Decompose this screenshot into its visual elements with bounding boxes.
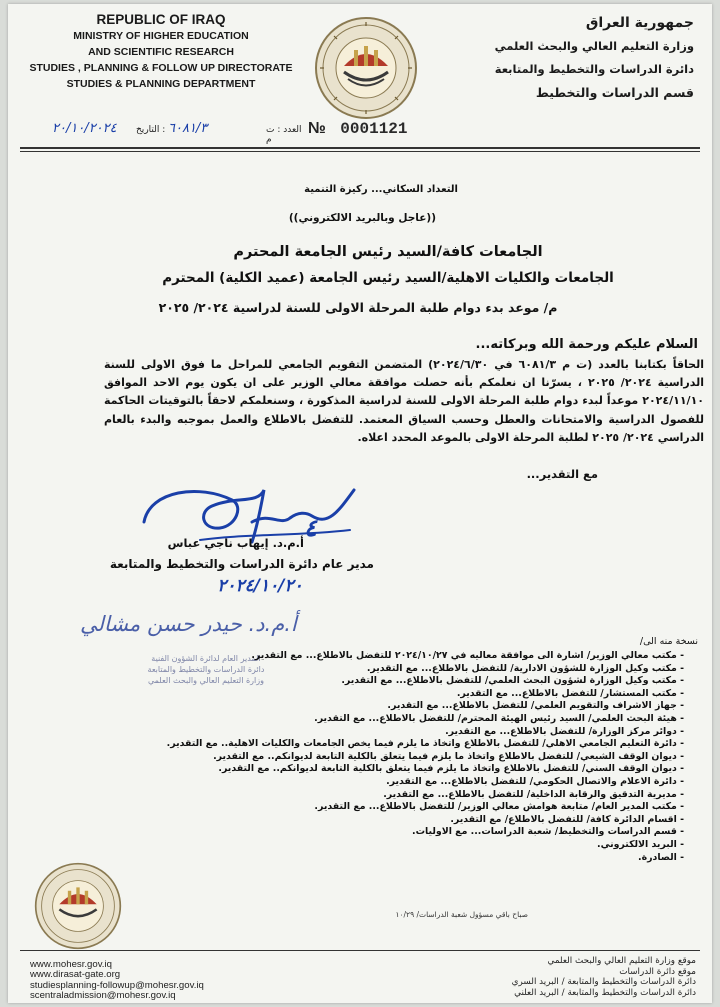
list-item: - دوائر مركز الوزارة/ للتفضل بالاطلاع... مع التقدير. <box>164 726 684 739</box>
signer-title: مدير عام دائرة الدراسات والتخطيط والمتابعة <box>109 557 374 571</box>
header-ar-directorate: دائرة الدراسات والتخطيط والمتابعة <box>494 62 694 76</box>
census-slogan: التعداد السكاني... ركيزة التنمية <box>304 184 458 195</box>
header-en-country: REPUBLIC OF IRAQ <box>96 12 226 27</box>
list-item: - مكتب المستشار/ للتفضل بالاطلاع... مع التقدير. <box>164 688 684 701</box>
header-ar-ministry: وزارة التعليم العالي والبحث العلمي <box>494 39 694 53</box>
list-item: - الصادرة. <box>164 852 684 865</box>
footer-ar-line-4: دائرة الدراسات والتخطيط والمتابعة / البريد العلني <box>514 987 696 998</box>
stamp-line-2: دائرة الدراسات والتخطيط والمتابعة <box>147 665 265 674</box>
regards: مع التقدير... <box>526 467 598 481</box>
ministry-seal-small-icon <box>34 862 122 950</box>
list-item: - دائرة الاعلام والاتصال الحكومي/ للتفضل بالاطلاع... مع التقدير. <box>164 776 684 789</box>
list-item: - مكتب معالي الوزير/ اشارة الى موافقة معاليه في ٢٠٢٤/١٠/٢٧ للتفضل بالاطلاع... مع التقدير. <box>164 650 684 663</box>
signature-date: ٢٠٢٤/١٠/٢٠ <box>217 576 303 596</box>
header-en-department: STUDIES & PLANNING DEPARTMENT <box>66 78 256 90</box>
footer-link-dirasat[interactable]: www.dirasat-gate.org <box>30 969 121 981</box>
addressee-universities: الجامعات كافة/السيد رئيس الجامعة المحترم <box>233 244 543 260</box>
footer-arabic <box>446 956 696 998</box>
reference-number: ٦٠٨١/٣ <box>168 121 208 136</box>
header-ar-department: قسم الدراسات والتخطيط <box>535 85 694 100</box>
header-en-ministry: MINISTRY OF HIGHER EDUCATION <box>73 30 249 42</box>
letter-subject: م/ موعد بدء دوام طلبة المرحلة الاولى للسنة لدراسية ٢٠٢٤/ ٢٠٢٥ <box>158 300 558 315</box>
greeting: السلام عليكم ورحمة الله وبركاته... <box>475 337 698 352</box>
cc-list <box>164 650 684 864</box>
footer-english <box>30 960 204 1002</box>
list-item: - اقسام الدائرة كافة/ للتفضل بالاطلاع/ مع التقدير. <box>164 814 684 827</box>
list-item: - مكتب وكيل الوزارة لشؤون البحث العلمي/ للتفضل بالاطلاع... مع التقدير. <box>164 675 684 688</box>
list-item: - جهاز الاشراف والتقويم العلمي/ للتفضل بالاطلاع... مع التقدير. <box>164 700 684 713</box>
serial-number <box>308 120 408 138</box>
signature-mark: ٤ <box>304 514 317 542</box>
list-item: - دائرة التعليم الجامعي الاهلي/ للتفضل بالاطلاع واتخاذ ما يلزم فيما يخص الجامعات والكليات الاهلية.. مع التقدير. <box>164 738 684 751</box>
reference-line <box>28 121 308 145</box>
header-english <box>26 12 296 92</box>
footer-email-admission[interactable]: scentraladmission@mohesr.gov.iq <box>30 990 176 1002</box>
letter-paragraph: الحاقاً بكتابنا بالعدد (ت م ٦٠٨١/٣ في ٢٠٢٤/٦/٣٠) المتضمن التقويم الجامعي للمراحل ما فوق الاولى للسنة الدراسية ٢٠٢٤/ ٢٠٢٥ ، يسرّنا ان نعلمكم بأنه حصلت موافقة معالي الوزير على ان يكون يوم الاحد الموافق ٢٠٢٤/١١/١٠ موعداً لبدء دوام طلبة المرحلة الاولى للسنة لدراسية المذكورة ، وسنعلمكم لاحقاً بالتوقيتات الحاكمة للفصول الدراسية والامتحانات والعطل وحسب السياق المعتمد. للتفضل بالاطلاع والعمل بموجبه والبدء بالعام الدراسي ٢٠٢٤/ ٢٠٢٥ لطلبة المرحلة الاولى بالموعد المحدد اعلاه. <box>104 358 704 444</box>
official-letter <box>8 4 712 1003</box>
ministry-seal-icon <box>314 16 418 120</box>
author-note: صباح باقي مسؤول شعبة الدراسات/ ١٠/٢٩ <box>395 910 528 919</box>
numero-sign: № <box>308 120 326 137</box>
list-item: - ديوان الوقف السني/ للتفضل بالاطلاع واتخاذ ما يلزم فيما يتعلق بالكلية التابعة لديوانكم.. مع التقدير. <box>164 763 684 776</box>
footer-ar-line-1: موقع وزارة التعليم العالي والبحث العلمي <box>547 956 696 966</box>
header-en-ministry-2: AND SCIENTIFIC RESEARCH <box>88 46 234 58</box>
signer-name: أ.م.د. إيهاب ناجي عباس <box>167 536 304 550</box>
footer-ar-line-3: دائرة الدراسات والتخطيط والمتابعة / البريد السري <box>511 977 696 988</box>
list-item: - هيئة البحث العلمي/ السيد رئيس الهيئة المحترم/ للتفضل بالاطلاع... مع التقدير. <box>164 713 684 726</box>
reference-date-label: التاريخ : <box>136 125 166 135</box>
list-item: - مديرية التدقيق والرقابة الداخلية/ للتفضل بالاطلاع... مع التقدير. <box>164 789 684 802</box>
cc-title: نسخة منه الى/ <box>639 636 698 647</box>
header-divider <box>20 147 700 149</box>
footer-divider <box>20 950 700 951</box>
stamp-name: أ.م.د. حيدر حسن مشالي <box>80 612 297 636</box>
addressee-private-universities: الجامعات والكليات الاهلية/السيد رئيس الجامعة (عميد الكلية) المحترم <box>162 270 614 286</box>
reference-date: ٢٠/١٠/٢٠٢٤ <box>52 121 117 136</box>
footer-email-studies[interactable]: studiesplanning-followup@mohesr.gov.iq <box>30 979 204 991</box>
urgent-note: ((عاجل وبالبريد الالكتروني)) <box>288 212 436 224</box>
list-item: - قسم الدراسات والتخطيط/ شعبة الدراسات... مع الاوليات. <box>164 826 684 839</box>
list-item: - البريد الالكتروني. <box>164 839 684 852</box>
stamp-line-3: وزارة التعليم العالي والبحث العلمي <box>148 676 264 685</box>
list-item: - ديوان الوقف الشيعي/ للتفضل بالاطلاع واتخاذ ما يلزم فيما يتعلق بالكلية التابعة لديوانكم.. مع التقدير. <box>164 751 684 764</box>
header-divider-thin <box>20 151 700 152</box>
reference-number-label: العدد : ت م <box>266 125 302 145</box>
footer-ar-line-2: موقع دائرة الدراسات <box>619 966 696 977</box>
serial-number-value: 0001121 <box>340 120 408 138</box>
header-arabic <box>464 12 694 104</box>
list-item: - مكتب وكيل الوزارة للشؤون الادارية/ للتفضل بالاطلاع... مع التقدير. <box>164 663 684 676</box>
footer-link-ministry[interactable]: www.mohesr.gov.iq <box>30 959 112 970</box>
list-item: - مكتب المدير العام/ متابعة هوامش معالي الوزير/ للتفضل بالاطلاع... مع التقدير. <box>164 801 684 814</box>
header-en-directorate: STUDIES , PLANNING & FOLLOW UP DIRECTORATE <box>29 62 293 74</box>
stamp-line-1: المدير العام لدائرة الشؤون الفنية <box>151 654 261 663</box>
header-ar-country: جمهورية العراق <box>585 15 694 31</box>
